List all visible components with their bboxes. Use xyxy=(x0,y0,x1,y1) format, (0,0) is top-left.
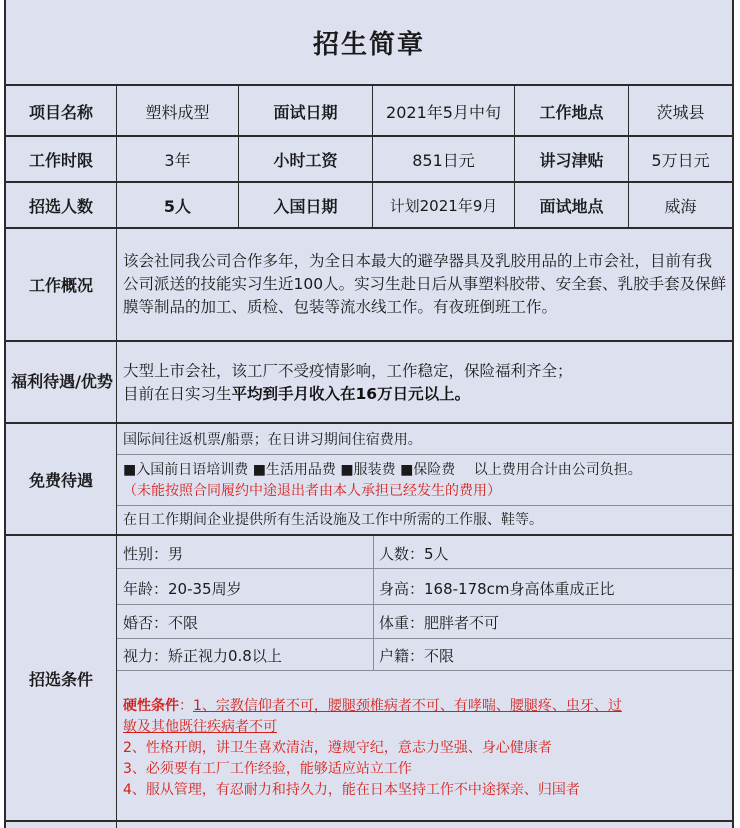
hard-condition-1-cont: 敏及其他既往疾病者不可 xyxy=(123,719,277,735)
free-item-insurance: ■保险费 xyxy=(400,462,456,478)
job-overview-text: 该会社同我公司合作多年，为全日本最大的避孕器具及乳胶用品的上市会社，目前有我公司派送的技能实习生近100人。实习生赴日后从事塑料胶带、安全套、乳胶手套及保鲜膜等制品的加工、质检、包装等流水线工作。有夜班倒班工作。 xyxy=(123,252,727,316)
label-hourly-wage: 小时工资 xyxy=(273,150,338,170)
col-divider xyxy=(116,228,117,828)
value-project-name: 塑料成型 xyxy=(145,103,210,122)
value-entry-date: 计划2021年9月 xyxy=(389,196,498,215)
col-divider xyxy=(373,536,374,670)
label-entry-date: 入国日期 xyxy=(273,196,338,216)
free-item-japanese-training: ■入国前日语培训费 xyxy=(123,462,249,478)
row-divider xyxy=(117,454,732,455)
hard-conditions-label: 硬性条件 xyxy=(123,698,179,714)
welfare-monthly-income: 平均到手月收入在16万日元以上。 xyxy=(231,385,471,403)
label-welfare: 福利待遇/优势 xyxy=(11,372,113,391)
condition-marital: 婚否：不限 xyxy=(123,614,199,632)
hard-condition-2: 2、性格开朗，讲卫生喜欢清洁，遵规守纪，意志力坚强、身心健康者 xyxy=(123,740,552,756)
hard-condition-4: 4、服从管理，有忍耐力和持久力，能在日本坚持工作不中途探亲、归国者 xyxy=(123,782,580,798)
page-title: 招生简章 xyxy=(6,0,732,86)
free-items-note: 以上费用合计由公司负担。 xyxy=(473,462,642,478)
hard-condition-3: 3、必须要有工厂工作经验，能够适应站立工作 xyxy=(123,761,412,777)
free-benefit-penalty-note: （未能按照合同履约中途退出者由本人承担已经发生的费用） xyxy=(123,483,501,499)
recruitment-brochure xyxy=(4,0,734,828)
row-divider xyxy=(117,568,732,569)
hard-condition-1-text: 1、宗教信仰者不可，腰腿颈椎病者不可、有哮喘、腰腿疼、虫牙、过 xyxy=(193,698,622,714)
value-training-allowance: 5万日元 xyxy=(651,150,710,170)
hard-conditions-colon: ： xyxy=(179,698,193,714)
label-headcount: 招选人数 xyxy=(28,196,93,216)
welfare-line-2 xyxy=(123,383,727,406)
condition-gender: 性别：男 xyxy=(123,545,184,563)
value-hourly-wage: 851日元 xyxy=(412,150,475,170)
welfare-line-2-prefix: 目前在日实习生 xyxy=(123,385,232,403)
label-training-allowance: 讲习津贴 xyxy=(539,150,604,170)
label-interview-location: 面试地点 xyxy=(539,196,604,216)
condition-household-registration: 户籍：不限 xyxy=(379,647,455,665)
free-item-clothing: ■服装费 xyxy=(340,462,396,478)
condition-headcount: 人数：5人 xyxy=(379,545,449,563)
row-divider xyxy=(117,604,732,605)
value-interview-date: 2021年5月中旬 xyxy=(386,103,501,122)
value-interview-location: 威海 xyxy=(664,196,697,216)
free-benefit-items xyxy=(123,460,727,480)
value-work-term: 3年 xyxy=(164,150,191,170)
condition-height: 身高：168-178cm身高体重成正比 xyxy=(379,580,615,598)
row-divider xyxy=(6,340,732,342)
hard-conditions xyxy=(123,696,729,801)
value-headcount: 5人 xyxy=(163,196,192,216)
free-benefit-row-1: 国际间往返机票/船票；在日讲习期间住宿费用。 xyxy=(123,432,422,448)
label-work-term: 工作时限 xyxy=(28,150,93,170)
condition-age: 年龄：20-35周岁 xyxy=(123,580,242,598)
label-selection-conditions: 招选条件 xyxy=(28,669,93,689)
condition-eyesight: 视力：矫正视力0.8以上 xyxy=(123,647,282,665)
free-item-daily-goods: ■生活用品费 xyxy=(252,462,336,478)
free-benefit-row-3: 在日工作期间企业提供所有生活设施及工作中所需的工作服、鞋等。 xyxy=(123,512,543,528)
row-divider xyxy=(117,638,732,639)
label-free-benefits: 免费待遇 xyxy=(28,470,93,490)
welfare-line-1: 大型上市会社，该工厂不受疫情影响，工作稳定，保险福利齐全； xyxy=(123,362,573,380)
label-job-overview: 工作概况 xyxy=(28,276,93,295)
row-divider xyxy=(6,820,732,822)
condition-weight: 体重：肥胖者不可 xyxy=(379,614,500,632)
label-interview-date: 面试日期 xyxy=(273,103,338,122)
hard-condition-1 xyxy=(123,696,729,717)
row-divider xyxy=(117,505,732,506)
row-divider xyxy=(117,670,732,671)
label-project-name: 项目名称 xyxy=(28,103,93,122)
label-work-location: 工作地点 xyxy=(539,103,604,122)
value-work-location: 茨城县 xyxy=(656,103,705,122)
